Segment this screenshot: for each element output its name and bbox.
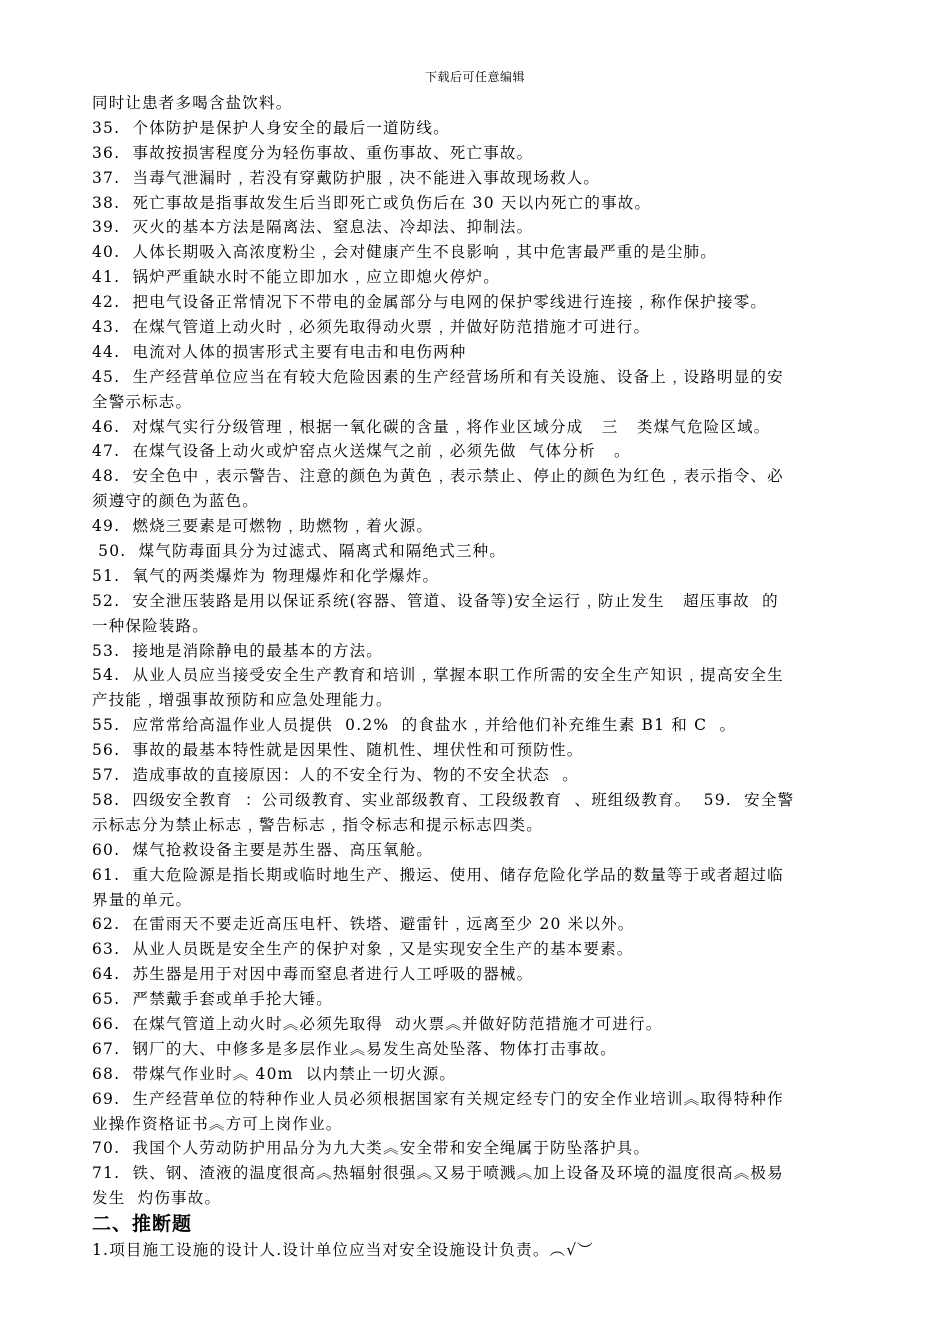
text-line: 42. 把电气设备正常情况下不带电的金属部分与电网的保护零线进行连接﹐称作保护接零。	[92, 293, 768, 312]
text-line: 45. 生产经营单位应当在有较大危险因素的生产经营场所和有关设施、设备上﹐设路明显的安	[92, 367, 784, 386]
page-header: 下载后可任意编辑	[424, 70, 525, 84]
text-line: 54. 从业人员应当接受安全生产教育和培训﹐掌握本职工作所需的安全生产知识﹐提高安全生	[92, 666, 784, 685]
text-line: 70. 我国个人劳动防护用品分为九大类︽安全带和安全绳属于防坠落护具。	[92, 1139, 651, 1158]
text-line: 63. 从业人员既是安全生产的保护对象﹐又是实现安全生产的基本要素。	[92, 940, 634, 959]
text-line: 产技能﹐增强事故预防和应急处理能力。	[92, 691, 393, 710]
text-line: 36. 事故按损害程度分为轻伤事故、重伤事故、死亡事故。	[92, 143, 534, 162]
text-line: 一种保险装路。	[92, 616, 209, 635]
text-line: 38. 死亡事故是指事故发生后当即死亡或负伤后在 30 天以内死亡的事故。	[92, 193, 652, 212]
text-line: 44. 电流对人体的损害形式主要有电击和电伤两种	[92, 342, 467, 361]
text-line: 51. 氧气的两类爆炸为 物理爆炸和化学爆炸。	[92, 566, 440, 585]
text-line: 64. 苏生器是用于对因中毒而窒息者进行人工呼吸的器械。	[92, 965, 534, 984]
text-line: 61. 重大危险源是指长期或临时地生产、搬运、使用、储存危险化学品的数量等于或者超过临	[92, 865, 784, 884]
text-line: 56. 事故的最基本特性就是因果性、随机性、埋伏性和可预防性。	[92, 741, 584, 760]
text-line: 69. 生产经营单位的特种作业人员必须根据国家有关规定经专门的安全作业培训︽取得特种作	[92, 1089, 784, 1108]
text-line: 发生 灼伤事故。	[92, 1189, 222, 1208]
text-line: 全警示标志。	[92, 392, 193, 411]
text-line: 须遵守的颜色为蓝色。	[92, 492, 260, 511]
text-line: 业操作资格证书︽方可上岗作业。	[92, 1114, 343, 1133]
text-line: 52. 安全泄压装路是用以保证系统(容器、管道、设备等)安全运行﹐防止发生 超压事故 的	[92, 591, 779, 610]
text-lines	[92, 91, 882, 1211]
text-line: 50. 煤气防毒面具分为过滤式、隔离式和隔绝式三种。	[92, 542, 507, 561]
text-line: 67. 钢厂的大、中修多是多层作业︽易发生高处坠落、物体打击事故。	[92, 1039, 617, 1058]
section-lines	[92, 1238, 882, 1263]
text-line: 示标志分为禁止标志﹐警告标志﹐指令标志和提示标志四类。	[92, 815, 543, 834]
text-line: 53. 接地是消除静电的最基本的方法。	[92, 641, 384, 660]
text-line: 65. 严禁戴手套或单手抡大锤。	[92, 990, 333, 1009]
text-line: 界量的单元。	[92, 890, 193, 909]
text-line: 68. 带煤气作业时︽ 40m 以内禁止一切火源。	[92, 1064, 457, 1083]
text-line: 57. 造成事故的直接原因：人的不安全行为、物的不安全状态 。	[92, 766, 579, 785]
text-line: 60. 煤气抢救设备主要是苏生器、高压氧舱。	[92, 840, 434, 859]
text-line: 同时让患者多喝含盐饮料。	[92, 94, 293, 112]
text-line: 47. 在煤气设备上动火或炉窑点火送煤气之前﹐必须先做 气体分析 。	[92, 442, 631, 461]
section-title: 二、推断题	[92, 1213, 193, 1236]
text-line: 71. 铁、钢、渣液的温度很高︽热辐射很强︽又易于喷溅︽加上设备及环境的温度很高︽极易	[92, 1164, 784, 1183]
document-body	[92, 91, 882, 1263]
text-line: 62. 在雷雨天不要走近高压电杆、铁塔、避雷针﹐远离至少 20 米以外。	[92, 915, 635, 934]
text-line: 41. 锅炉严重缺水时不能立即加水﹐应立即熄火停炉。	[92, 268, 500, 287]
text-line: 35. 个体防护是保护人身安全的最后一道防线。	[92, 118, 450, 137]
text-line: 58. 四级安全教育 ：公司级教育、实业部级教育、工段级教育 、班组级教育。 59. 安全警	[92, 790, 795, 809]
text-line: 43. 在煤气管道上动火时﹐必须先取得动火票﹐并做好防范措施才可进行。	[92, 318, 651, 337]
text-line: 46. 对煤气实行分级管理﹐根据一氧化碳的含量﹐将作业区域分成 三 类煤气危险区域。	[92, 417, 771, 436]
text-line: 48. 安全色中﹐表示警告、注意的颜色为黄色﹐表示禁止、停止的颜色为红色﹐表示指令、必	[92, 467, 784, 486]
text-line: 66. 在煤气管道上动火时︽必须先取得 动火票︽并做好防范措施才可进行。	[92, 1014, 663, 1033]
text-line: 37. 当毒气泄漏时﹐若没有穿戴防护服﹐决不能进入事故现场救人。	[92, 168, 601, 187]
text-line: 1.项目施工设施的设计人.设计单位应当对安全设施设计负责。︵√︶	[92, 1241, 594, 1260]
text-line: 55. 应常常给高温作业人员提供 0.2% 的食盐水﹐并给他们补充维生素 B1 和 C 。	[92, 716, 737, 735]
text-line: 49. 燃烧三要素是可燃物﹐助燃物﹐着火源。	[92, 517, 434, 536]
text-line: 40. 人体长期吸入高浓度粉尘﹐会对健康产生不良影响﹐其中危害最严重的是尘肺。	[92, 243, 718, 262]
text-line: 39. 灭火的基本方法是隔离法、窒息法、冷却法、抑制法。	[92, 218, 534, 237]
